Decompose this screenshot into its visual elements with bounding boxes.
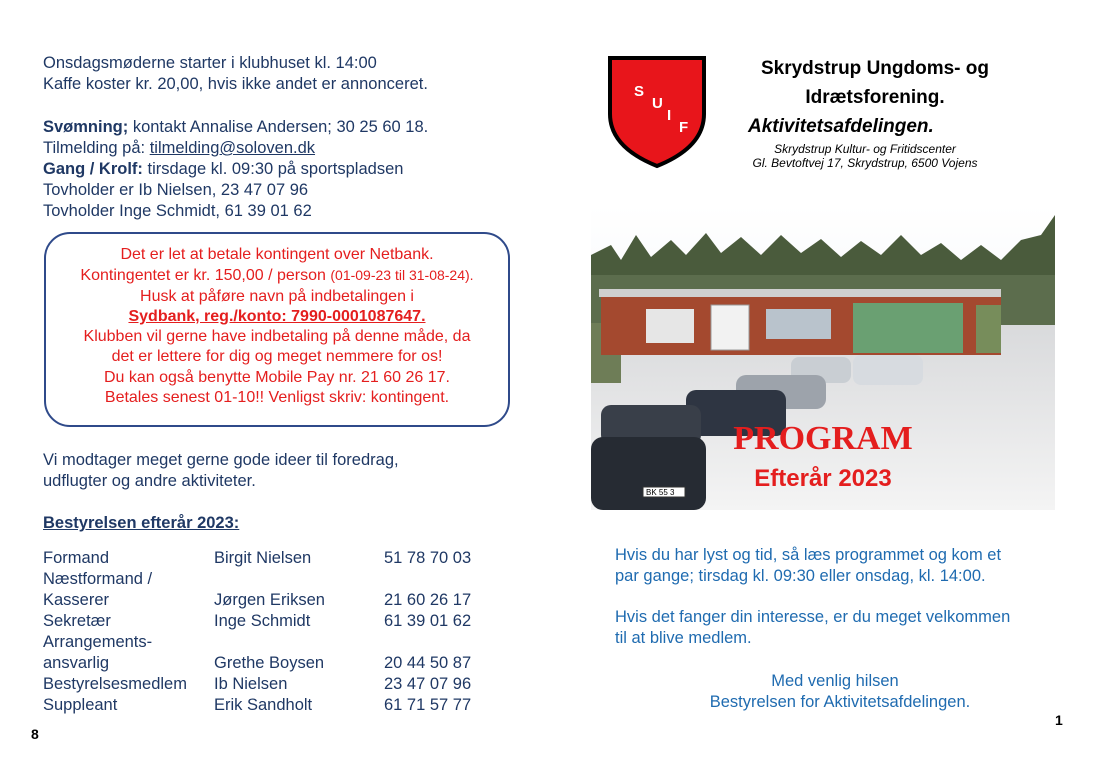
board-row: [43, 611, 472, 632]
board-member-name: Ib Nielsen: [214, 675, 288, 693]
intro-line-1: Hvis du har lyst og tid, så læs programmet og kom et: [615, 546, 1002, 564]
org-name-line-1: Skrydstrup Ungdoms- og: [760, 58, 989, 79]
host-line-1: Tovholder er Ib Nielsen, 23 47 07 96: [43, 181, 309, 199]
logo-letter-s: S: [634, 83, 645, 100]
greeting-line-2: Bestyrelsen for Aktivitetsafdelingen.: [709, 693, 971, 711]
ideas-line-1: Vi modtager meget gerne gode ideer til foredrag,: [43, 451, 399, 469]
payment-line-2: [46, 265, 508, 286]
board-row: [43, 674, 472, 695]
board-row: [43, 632, 152, 653]
suif-logo: [604, 52, 710, 170]
board-heading: Bestyrelsen efterår 2023:: [43, 514, 240, 532]
board-member-phone: 51 78 70 03: [384, 549, 472, 567]
program-subtitle: Efterår 2023: [754, 465, 892, 492]
page-number-right: 1: [1055, 712, 1063, 728]
payment-period: (01-09-23 til 31-08-24).: [330, 267, 474, 284]
shield-icon: [604, 52, 710, 170]
board-member-name: Jørgen Eriksen: [214, 591, 325, 609]
address-line-2: Gl. Bevtoftvej 17, Skrydstrup, 6500 Vojens: [752, 156, 978, 170]
address-line-1: Skrydstrup Kultur- og Fritidscenter: [774, 142, 956, 156]
board-role: Sekretær: [43, 612, 111, 630]
logo-letter-u: U: [652, 95, 663, 112]
invite-line-1: Hvis det fanger din interesse, er du meget velkommen: [615, 608, 1011, 626]
board-member-name: Grethe Boysen: [214, 654, 325, 672]
signup-line: [43, 138, 315, 159]
board-row: [43, 590, 472, 611]
board-row: [43, 548, 472, 569]
logo-letter-i: I: [667, 107, 672, 124]
license-plate: BK 55 3: [646, 488, 675, 497]
invite-line-2: til at blive medlem.: [615, 629, 752, 647]
board-row: [43, 569, 152, 590]
swim-label: Svømning;: [43, 118, 129, 136]
signup-email-link[interactable]: tilmelding@soloven.dk: [149, 139, 316, 157]
board-member-name: Erik Sandholt: [214, 696, 313, 714]
meeting-info: Onsdagsmøderne starter i klubhuset kl. 14:00: [43, 54, 377, 72]
board-role: ansvarlig: [43, 654, 110, 672]
host-line-2: Tovholder Inge Schmidt, 61 39 01 62: [43, 202, 312, 220]
board-row: [43, 695, 472, 716]
payment-account: Sydbank, reg./konto: 7990-0001087647.: [128, 307, 426, 325]
signup-prefix: Tilmelding på:: [43, 139, 150, 157]
org-name-line-2: Idrætsforening.: [805, 87, 945, 108]
board-member-phone: 61 39 01 62: [384, 612, 472, 630]
board-row: [43, 653, 472, 674]
board-member-phone: 61 71 57 77: [384, 696, 472, 714]
board-role: Formand: [43, 549, 110, 567]
board-member-phone: 20 44 50 87: [384, 654, 472, 672]
dept-name: Aktivitetsafdelingen.: [748, 116, 934, 137]
board-role: Næstformand /: [43, 570, 153, 588]
program-title: PROGRAM: [733, 420, 913, 457]
walk-label: Gang / Krolf:: [43, 160, 143, 178]
swim-contact: kontakt Annalise Andersen; 30 25 60 18.: [128, 118, 429, 136]
board-role: Suppleant: [43, 696, 118, 714]
walk-line: [43, 159, 403, 180]
payment-line-6: det er lettere for dig og meget nemmere for os!: [111, 348, 443, 366]
payment-line-1: Det er let at betale kontingent over Netbank.: [120, 246, 434, 263]
board-member-phone: 23 47 07 96: [384, 675, 472, 693]
board-member-phone: 21 60 26 17: [384, 591, 472, 609]
payment-line-5: Klubben vil gerne have indbetaling på denne måde, da: [83, 328, 471, 346]
page-number-left: 8: [31, 726, 39, 742]
greeting-line-1: Med venlig hilsen: [771, 672, 899, 690]
board-role: Kasserer: [43, 591, 110, 609]
payment-line-8: Betales senest 01-10!! Venligst skriv: kontingent.: [104, 389, 450, 407]
payment-line-7: Du kan også benytte Mobile Pay nr. 21 60 26 17.: [103, 368, 450, 386]
intro-line-2: par gange; tirsdag kl. 09:30 eller onsdag, kl. 14:00.: [615, 567, 986, 585]
walk-info: tirsdage kl. 09:30 på sportspladsen: [142, 160, 404, 178]
payment-notice-box: [44, 232, 510, 427]
board-role: Arrangements-: [43, 633, 153, 651]
payment-line-3: Husk at påføre navn på indbetalingen i: [140, 287, 414, 305]
logo-letter-f: F: [679, 119, 689, 136]
board-role: Bestyrelsesmedlem: [43, 675, 187, 693]
swim-line: [43, 117, 428, 138]
board-member-name: Inge Schmidt: [214, 612, 311, 630]
payment-amount: Kontingentet er kr. 150,00 / person: [80, 267, 331, 285]
board-member-name: Birgit Nielsen: [214, 549, 312, 567]
coffee-info: Kaffe koster kr. 20,00, hvis ikke andet er annonceret.: [43, 75, 428, 93]
ideas-line-2: udflugter og andre aktiviteter.: [43, 472, 256, 490]
